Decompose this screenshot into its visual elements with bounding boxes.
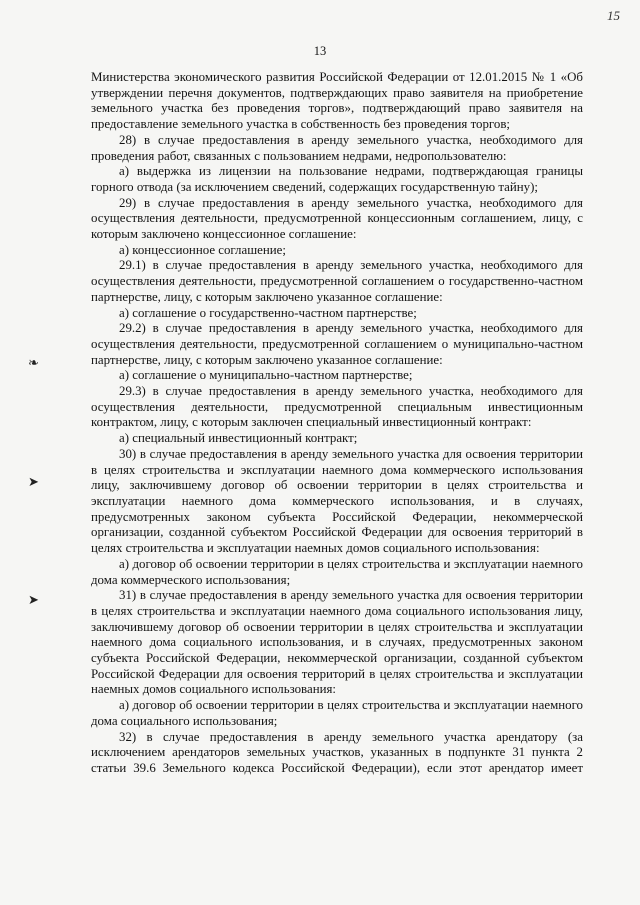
margin-arrow-icon: ➤ [28, 474, 39, 489]
subparagraph: а) договор об освоении территории в целях строительства и эксплуатации наемного дома социального использования; [91, 698, 583, 728]
paragraph-item-32: 32) в случае предоставления в аренду земельного участка арендатору (за исключением арендаторов земельных участков, указанных в подпункте 31 пункта 2 статьи 39.6 Земельного кодекса Российской Федерации), если этот арендатор имеет [91, 729, 583, 775]
subparagraph: а) специальный инвестиционный контракт; [119, 431, 358, 446]
paragraph-item-28: 28) в случае предоставления в аренду земельного участка, необходимого для проведения работ, связанных с пользованием недрами, недропользователю: [91, 132, 583, 163]
page-number: 13 [313, 44, 327, 58]
paragraph-item-29-1: 29.1) в случае предоставления в аренду земельного участка, необходимого для осуществления деятельности, предусмотренной соглашением о государственно-частном партнерстве, лицу, с которым заключено указанное соглашение: [91, 258, 583, 304]
paragraph-item-29-3: 29.3) в случае предоставления в аренду земельного участка, необходимого для осуществления деятельности, предусмотренной специальным инвестиционным контрактом, лицу, с которым заключен специальный инвестиционный контракт: [91, 384, 583, 430]
document-body [91, 70, 583, 777]
subparagraph: а) договор об освоении территории в целях строительства и эксплуатации наемного дома коммерческого использования; [91, 556, 583, 587]
subparagraph: а) концессионное соглашение; [119, 242, 286, 257]
paragraph: Министерства экономического развития Российской Федерации от 12.01.2015 № 1 «Об утверждении перечня документов, подтверждающих право заявителя на приобретение земельного участка без проведения торгов», подтверждающий право заявителя на предоставление земельного участка в собственность без проведения торгов; [91, 70, 583, 132]
handwritten-page-mark: 15 [607, 8, 620, 23]
subparagraph: а) соглашение о государственно-частном партнерстве; [119, 305, 417, 320]
paragraph-item-31: 31) в случае предоставления в аренду земельного участка для освоения территории в целях строительства и эксплуатации наемного дома социального использования лицу, заключившему договор об освоении территории в целях строительства и эксплуатации наемного дома социального использования, и в случаях, предусмотренных законом субъекта Российской Федерации, некоммерческой организации, созданной субъектом Российской Федерации для освоения территорий в целях строительства и эксплуатации наемных домов социального использования: [91, 588, 583, 697]
paragraph-item-30: 30) в случае предоставления в аренду земельного участка для освоения территории в целях строительства и эксплуатации наемного дома коммерческого использования лицу, заключившему договор об освоении территории в целях строительства и эксплуатации наемного дома коммерческого использования, и в случаях, предусмотренных законом субъекта Российской Федерации, некоммерческой организации, созданной субъектом Российской Федерации для освоения территорий в целях строительства и эксплуатации наемных домов социального использования: [91, 446, 583, 556]
margin-mark-icon: ❧ [28, 355, 39, 370]
paragraph-item-29-2: 29.2) в случае предоставления в аренду земельного участка, необходимого для осуществления деятельности, предусмотренной соглашением о муниципально-частном партнерстве, лицу, с которым заключено указанное соглашение: [91, 321, 583, 367]
subparagraph: а) выдержка из лицензии на пользование недрами, подтверждающая границы горного отвода (за исключением сведений, содержащих государственную тайну); [91, 164, 583, 194]
margin-arrow-icon: ➤ [28, 592, 39, 607]
subparagraph: а) соглашение о муниципально-частном партнерстве; [119, 368, 413, 383]
paragraph-item-29: 29) в случае предоставления в аренду земельного участка, необходимого для осуществления деятельности, предусмотренной концессионным соглашением, лицу, с которым заключено концессионное соглашение: [91, 195, 583, 242]
